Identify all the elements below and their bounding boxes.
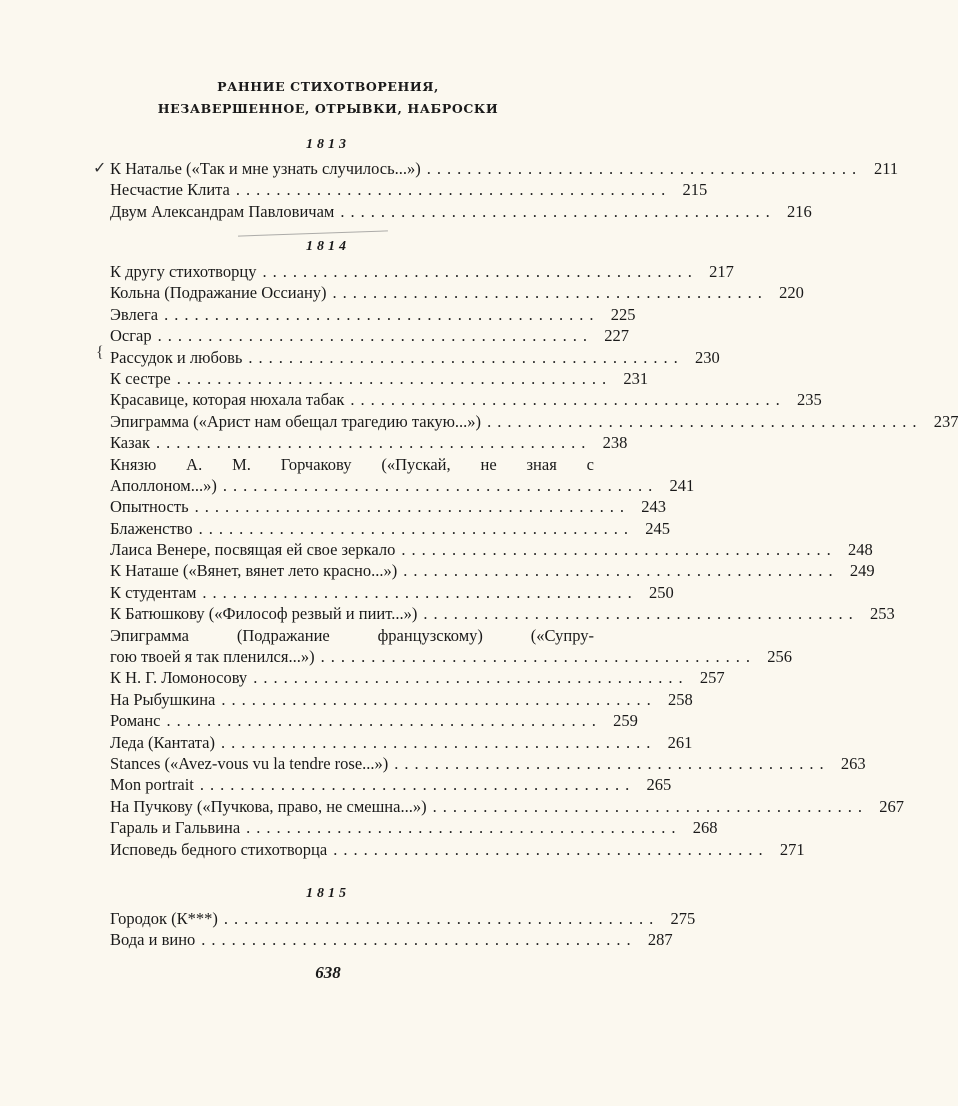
toc-entry: К другу стихотворцу ........................................... 217 [110,262,734,281]
pencil-check-mark: ✓ [93,160,107,177]
year-heading-1814: 1814 [306,239,350,254]
section-heading-line2: НЕЗАВЕРШЕННОЕ, ОТРЫВКИ, НАБРОСКИ [157,101,499,116]
toc-entry-line1: Эпиграмма (Подражание французскому) («Супру- [110,625,594,645]
toc-entry: К студентам ........................................... 250 [110,582,674,602]
toc-entry: Рассудок и любовь ........................................... 230 [110,347,720,367]
toc-entry: Вода и вино ........................................... 287 [110,930,673,950]
toc-entry: Двум Александрам Павловичам ........................................... 216 [110,201,812,221]
toc-entry: К Наташе («Вянет, вянет лето красно...») ........................................... 249 [110,561,875,581]
toc-entry: Эвлега ........................................... 225 [110,304,636,324]
toc-entry: Несчастие Клита ........................................... 215 [110,180,708,200]
toc-entry: Stances («Avez-vous vu la tendre rose...») ........................................... 263 [110,753,866,773]
section-heading-line1: РАННИЕ СТИХОТВОРЕНИЯ, [217,79,439,94]
year-heading-1813: 1813 [306,137,350,152]
toc-entry: К сестре ........................................... 231 [110,368,649,388]
toc-entry-line2: гою твоей я так пленился...») ........................................... 256 [110,647,792,667]
toc-entry: Опытность ........................................... 243 [110,497,666,517]
toc-entry: Красавице, которая нюхала табак ........................................... 235 [110,390,822,410]
toc-entry: К Н. Г. Ломоносову ........................................... 257 [110,668,725,688]
toc-entry: К Наталье («Так и мне узнать случилось...») ........................................... 211 [110,159,899,178]
pencil-bracket-mark: { [96,344,104,361]
toc-entry: Романс ........................................... 259 [110,711,638,731]
toc-entry: Городок (К***) ........................................... 275 [110,909,696,928]
toc-list-1814 [110,261,958,860]
toc-entry: Кольна (Подражание Оссиану) ........................................... 220 [110,283,804,303]
toc-entry: Блаженство ........................................... 245 [110,518,670,538]
toc-list-1815 [110,908,696,951]
toc-entry: Казак ........................................... 238 [110,433,628,453]
toc-entry: На Пучкову («Пучкова, право, не смешна...») ........................................... 267 [110,796,904,816]
toc-entry: На Рыбушкина ........................................... 258 [110,689,693,709]
toc-entry: Леда (Кантата) ........................................... 261 [110,732,693,752]
toc-entry: Эпиграмма («Арист нам обещал трагедию такую...») ........................................... 237 [110,411,958,431]
toc-entry: Исповедь бедного стихотворца ........................................... 271 [110,839,805,859]
toc-entry-line2: Аполлоном...») ........................................... 241 [110,475,695,495]
toc-entry: Гараль и Гальвина ........................................... 268 [110,818,718,838]
toc-entry-line1: Князю А. М. Горчакову («Пускай, не зная с [110,454,594,474]
toc-entry: Осгар ........................................... 227 [110,326,629,346]
page-number: 638 [315,963,341,982]
toc-entry: Mon portrait ........................................... 265 [110,775,672,795]
pencil-stroke [238,230,388,238]
toc-list-1813 [110,158,899,222]
toc-entry: Лаиса Венере, посвящая ей свое зеркало ........................................... 248 [110,540,873,560]
toc-entry: К Батюшкову («Философ резвый и пиит...») ........................................... 253 [110,604,895,624]
year-heading-1815: 1815 [306,886,350,901]
